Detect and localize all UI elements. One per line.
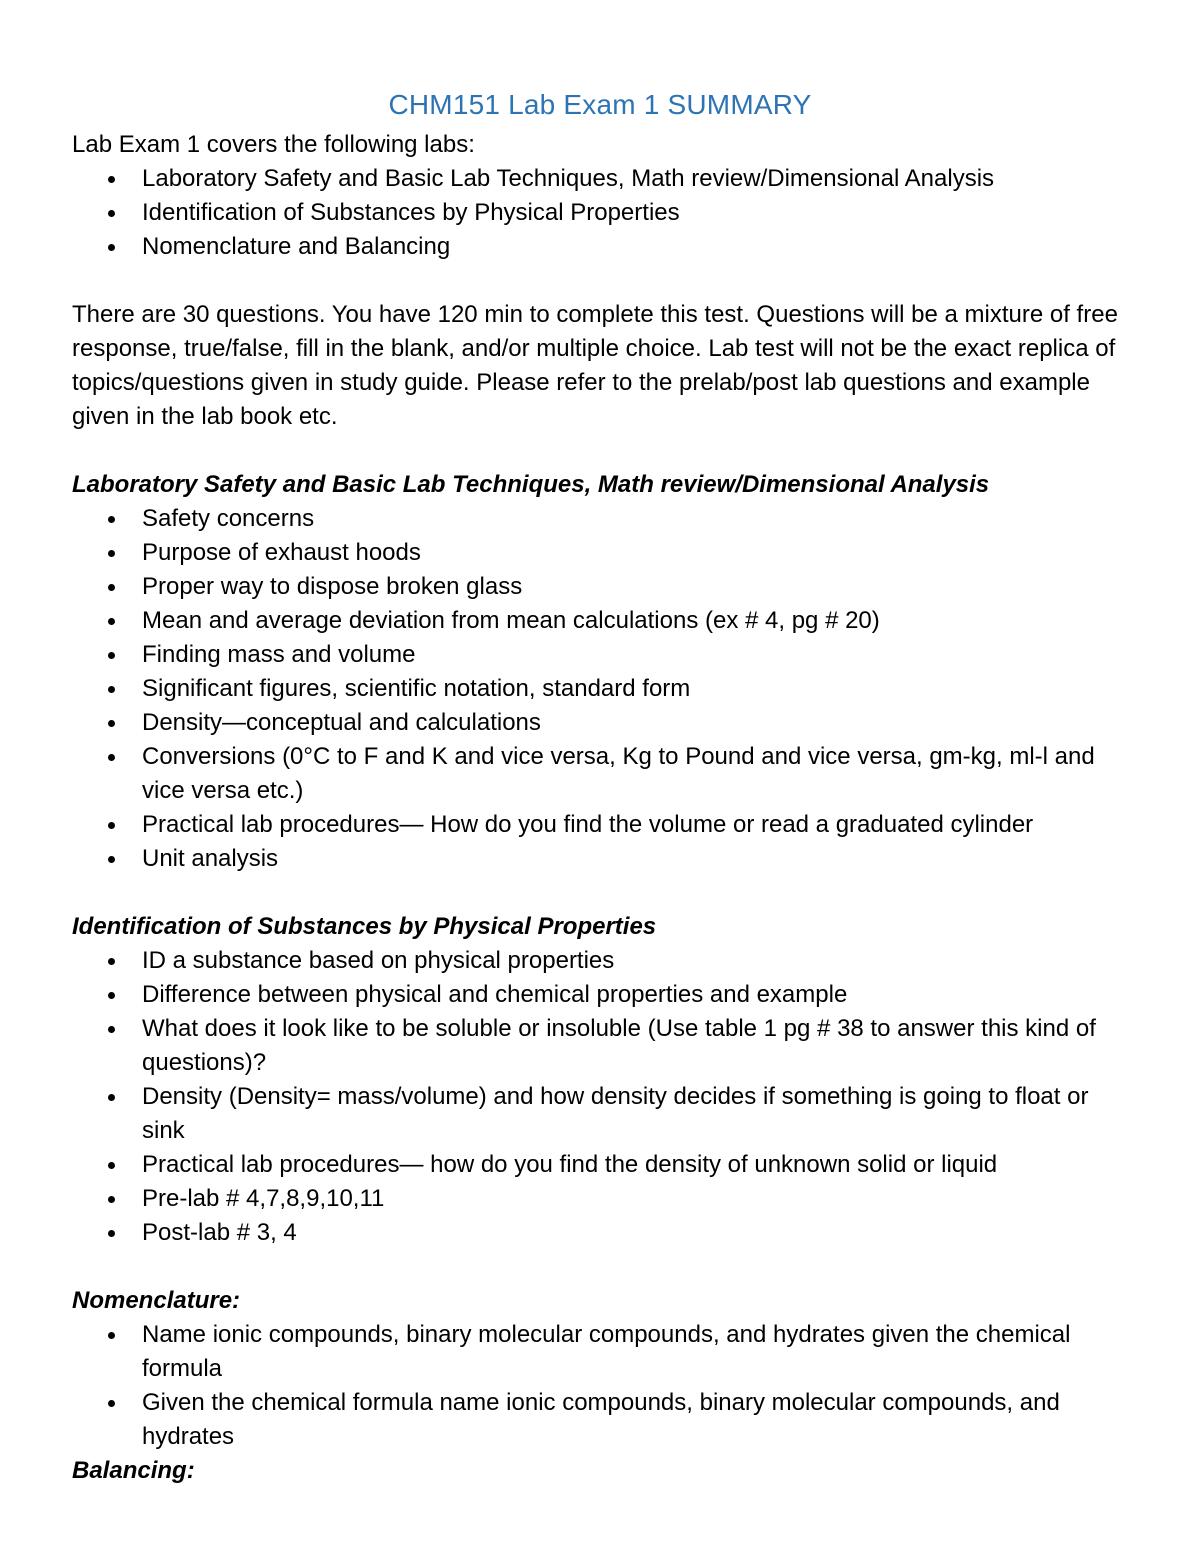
section-heading-nomenclature: Nomenclature: <box>72 1287 241 1314</box>
list-item: Practical lab procedures— How do you find the volume or read a graduated cylinder <box>72 808 1128 842</box>
list-item: Safety concerns <box>72 502 1128 536</box>
page-title: CHM151 Lab Exam 1 SUMMARY <box>388 89 812 120</box>
list-item: Proper way to dispose broken glass <box>72 570 1128 604</box>
list-item: Identification of Substances by Physical Properties <box>72 196 1128 230</box>
list-item: Mean and average deviation from mean calculations (ex # 4, pg # 20) <box>72 604 1128 638</box>
list-item: Purpose of exhaust hoods <box>72 536 1128 570</box>
list-item: Laboratory Safety and Basic Lab Techniques, Math review/Dimensional Analysis <box>72 162 1128 196</box>
list-item: Pre-lab # 4,7,8,9,10,11 <box>72 1182 1128 1216</box>
intro-lead-text: Lab Exam 1 covers the following labs: <box>72 131 475 158</box>
list-item: What does it look like to be soluble or insoluble (Use table 1 pg # 38 to answer this kind of questions)? <box>72 1012 1128 1080</box>
section-heading-identification: Identification of Substances by Physical Properties <box>72 913 657 940</box>
list-item: Unit analysis <box>72 842 1128 876</box>
list-item: Name ionic compounds, binary molecular compounds, and hydrates given the chemical formula <box>72 1318 1128 1386</box>
list-item: Finding mass and volume <box>72 638 1128 672</box>
list-item: Density (Density= mass/volume) and how density decides if something is going to float or sink <box>72 1080 1128 1148</box>
section-heading-balancing: Balancing: <box>72 1457 195 1484</box>
list-item: Given the chemical formula name ionic compounds, binary molecular compounds, and hydrates <box>72 1386 1128 1454</box>
list-item: ID a substance based on physical properties <box>72 944 1128 978</box>
blank-line-spacer <box>72 264 1128 298</box>
blank-line-spacer <box>72 876 1128 910</box>
section-list-nomenclature <box>72 1318 1128 1454</box>
list-item: Density—conceptual and calculations <box>72 706 1128 740</box>
section-list-lab-safety <box>72 502 1128 876</box>
covered-labs-list <box>72 162 1128 264</box>
section-heading-lab-safety: Laboratory Safety and Basic Lab Techniques, Math review/Dimensional Analysis <box>72 471 990 498</box>
document-body <box>72 86 1128 1488</box>
list-item: Conversions (0°C to F and K and vice versa, Kg to Pound and vice versa, gm-kg, ml-l and vice versa etc.) <box>72 740 1128 808</box>
list-item: Post-lab # 3, 4 <box>72 1216 1128 1250</box>
section-list-identification <box>72 944 1128 1250</box>
list-item: Nomenclature and Balancing <box>72 230 1128 264</box>
list-item: Difference between physical and chemical properties and example <box>72 978 1128 1012</box>
exam-info-paragraph: There are 30 questions. You have 120 min to complete this test. Questions will be a mixture of free response, true/false, fill in the blank, and/or multiple choice. Lab test will not be the exact replica of topics/questions given in study guide. Please refer to the prelab/post lab questions and example given in the lab book etc. <box>72 301 1118 430</box>
blank-line-spacer <box>72 1250 1128 1284</box>
list-item: Practical lab procedures— how do you find the density of unknown solid or liquid <box>72 1148 1128 1182</box>
blank-line-spacer <box>72 434 1128 468</box>
list-item: Significant figures, scientific notation, standard form <box>72 672 1128 706</box>
